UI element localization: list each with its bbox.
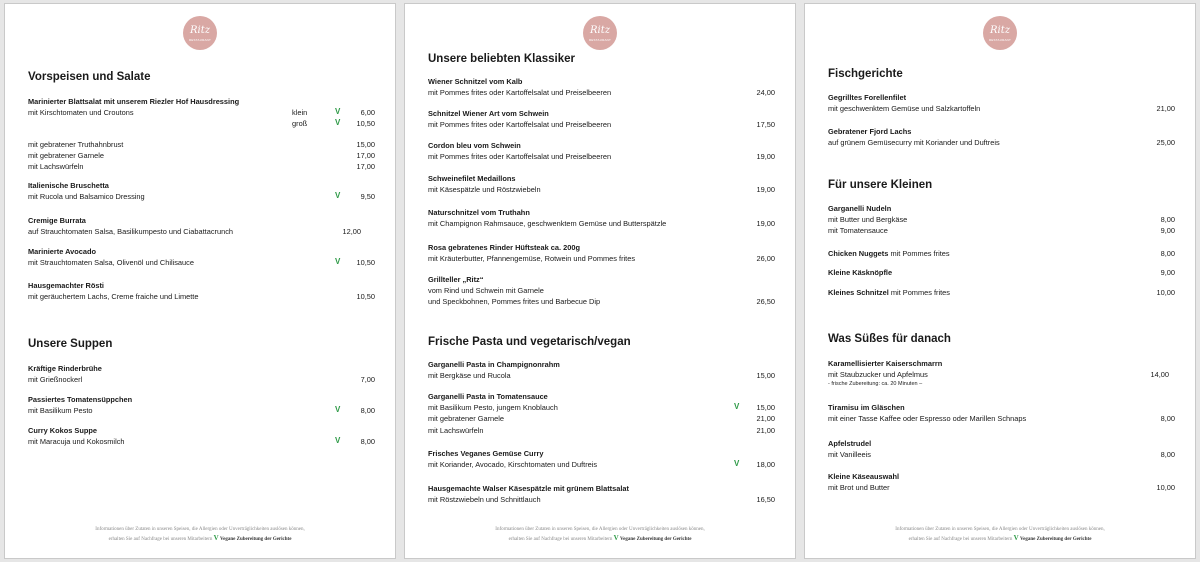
item-name: Cordon bleu vom Schwein <box>428 141 521 150</box>
vegan-icon: V <box>335 436 341 446</box>
item-price: 26,50 <box>756 297 775 307</box>
menu-item-blattsalat-extras <box>28 139 375 173</box>
item-description: mit Vanilleeis <box>828 450 871 460</box>
item-price: 17,50 <box>756 120 775 130</box>
item-price: 10,50 <box>356 258 375 268</box>
item-price: 8,00 <box>1160 414 1175 424</box>
section-title-pasta: Frische Pasta und vegetarisch/vegan <box>428 336 631 348</box>
menu-item-chicken-nuggets <box>828 248 1175 259</box>
item-name: Kleine Käsknöpfle <box>828 268 893 277</box>
section-title-fisch: Fischgerichte <box>828 68 903 80</box>
menu-item-gemuese-curry <box>428 448 775 470</box>
item-price: 7,00 <box>360 375 375 385</box>
vegan-icon: V <box>335 118 341 128</box>
item-price: 19,00 <box>756 152 775 162</box>
item-name: Passiertes Tomatensüppchen <box>28 395 133 404</box>
item-description: mit Staubzucker und Apfelmus <box>828 370 928 380</box>
menu-item-schnitzel-schwein <box>428 108 775 130</box>
item-description: mit Tomatensauce <box>828 226 888 236</box>
item-price: 21,00 <box>756 425 775 435</box>
footer-line: erhalten Sie auf Nachfrage bei unseren Mitarbeitern <box>508 537 613 542</box>
logo-subtitle: RESTAURANT <box>588 38 612 42</box>
item-name: Kräftige Rinderbrühe <box>28 364 102 373</box>
vegan-icon: V <box>335 405 341 415</box>
item-name: Gebratener Fjord Lachs <box>828 127 912 136</box>
menu-item-rinderbruehe <box>28 363 375 385</box>
menu-page-1 <box>4 3 396 559</box>
item-price: 6,00 <box>360 108 375 118</box>
item-name: Curry Kokos Suppe <box>28 426 97 435</box>
menu-item-truthahn <box>428 207 775 229</box>
menu-page-2 <box>404 3 796 559</box>
item-extra: mit gebratener Garnele <box>428 414 504 424</box>
item-name: Chicken Nuggets <box>828 249 889 258</box>
menu-item-blattsalat <box>28 96 375 130</box>
allergen-footer <box>805 526 1195 544</box>
item-description: mit Röstzwiebeln und Schnittlauch <box>428 495 541 505</box>
item-price: 8,00 <box>1160 450 1175 460</box>
item-description: mit Kräuterbutter, Pfannengemüse, Rotwein und Pommes frites <box>428 254 636 264</box>
section-title-suesses: Was Süßes für danach <box>828 333 951 345</box>
vegan-icon: V <box>335 107 341 117</box>
item-price: 10,50 <box>356 119 375 129</box>
item-description: mit geräuchertem Lachs, Creme fraiche und Limette <box>28 292 199 302</box>
item-description: mit Butter und Bergkäse <box>828 215 908 225</box>
menu-item-roesti <box>28 280 375 302</box>
menu-item-kaeseauswahl <box>828 471 1175 493</box>
item-description: mit Pommes frites oder Kartoffelsalat und Preiselbeeren <box>428 152 612 162</box>
menu-item-pasta-tomatensauce <box>428 391 775 436</box>
item-description: und Speckbohnen, Pommes frites und Barbecue Dip <box>428 297 601 307</box>
item-price: 16,50 <box>756 495 775 505</box>
menu-item-avocado <box>28 246 375 268</box>
size-label-large: groß <box>292 119 308 129</box>
vegan-icon: V <box>335 191 341 201</box>
item-price: 25,00 <box>1156 138 1175 148</box>
item-name: Rosa gebratenes Rinder Hüftsteak ca. 200g <box>428 243 580 252</box>
item-name: Garganelli Nudeln <box>828 204 892 213</box>
item-price: 10,50 <box>356 292 375 302</box>
item-price: 15,00 <box>756 371 775 381</box>
menu-item-forellenfilet <box>828 92 1175 114</box>
menu-item-fjord-lachs <box>828 126 1175 148</box>
item-name: Naturschnitzel vom Truthahn <box>428 208 530 217</box>
item-description: mit Koriander, Avocado, Kirschtomaten und Duftreis <box>428 460 598 470</box>
item-name: Schnitzel Wiener Art vom Schwein <box>428 109 549 118</box>
item-price: 24,00 <box>756 88 775 98</box>
item-description: mit Bergkäse und Rucola <box>428 371 511 381</box>
item-description: mit Pommes frites oder Kartoffelsalat und Preiselbeeren <box>428 88 612 98</box>
menu-item-pasta-champignon <box>428 359 775 381</box>
item-name: Garganelli Pasta in Tomatensauce <box>428 392 548 401</box>
item-price: 21,00 <box>756 414 775 424</box>
item-description: mit Käsespätzle und Röstzwiebeln <box>428 185 541 195</box>
menu-item-apfelstrudel <box>828 438 1175 460</box>
menu-item-kaesespaetzle <box>428 483 775 505</box>
vegan-icon: V <box>613 534 619 542</box>
item-name: Kleine Käseauswahl <box>828 472 900 481</box>
item-extra: mit gebratener Garnele <box>28 151 104 161</box>
menu-item-kaesknoepfle <box>828 267 1175 278</box>
ritz-logo <box>983 16 1017 50</box>
item-description: mit Pommes frites <box>890 249 950 258</box>
item-description: vom Rind und Schwein mit Garnele <box>428 286 544 296</box>
menu-item-cordon-bleu <box>428 140 775 162</box>
section-title-klassiker: Unsere beliebten Klassiker <box>428 53 576 65</box>
item-description: mit Champignon Rahmsauce, geschwenktem Gemüse und Butterspätzle <box>428 219 667 229</box>
item-name: Karamellisierter Kaiserschmarrn <box>828 359 943 368</box>
item-price: 8,00 <box>1160 215 1175 225</box>
item-name: Schweinefilet Medaillons <box>428 174 516 183</box>
vegan-icon: V <box>213 534 219 542</box>
item-description: mit einer Tasse Kaffee oder Espresso oder Marillen Schnaps <box>828 414 1027 424</box>
menu-item-curry-suppe <box>28 425 375 447</box>
allergen-footer <box>405 526 795 544</box>
vegan-icon: V <box>335 257 341 267</box>
menu-item-garganelli-nudeln <box>828 203 1175 237</box>
item-name: Kleines Schnitzel <box>828 288 889 297</box>
item-price: 21,00 <box>1156 104 1175 114</box>
allergen-footer <box>5 526 395 544</box>
item-description: mit Brot und Butter <box>828 483 890 493</box>
menu-item-bruschetta <box>28 180 375 202</box>
menu-item-medaillons <box>428 173 775 195</box>
footer-line: Informationen über Zutaten in unseren Speisen, die Allergien oder Unverträglichkeiten auslösen können, <box>95 527 305 532</box>
menu-item-tiramisu <box>828 402 1175 424</box>
vegan-legend: Vegane Zubereitung der Gerichte <box>1019 537 1092 542</box>
menu-page-3 <box>804 3 1196 559</box>
vegan-legend: Vegane Zubereitung der Gerichte <box>219 537 292 542</box>
section-title-kleine: Für unsere Kleinen <box>828 179 933 191</box>
vegan-legend: Vegane Zubereitung der Gerichte <box>619 537 692 542</box>
item-name: Apfelstrudel <box>828 439 872 448</box>
section-title-suppen: Unsere Suppen <box>28 338 113 350</box>
item-description: mit Basilikum Pesto, jungem Knoblauch <box>428 403 558 413</box>
item-price: 9,00 <box>1160 226 1175 236</box>
item-price: 17,00 <box>356 151 375 161</box>
item-description: auf Strauchtomaten Salsa, Basilikumpesto und Ciabattacrunch <box>28 227 233 237</box>
item-price: 9,50 <box>360 192 375 202</box>
logo-subtitle: RESTAURANT <box>988 38 1012 42</box>
item-name: Marinierter Blattsalat mit unserem Riezler Hof Hausdressing <box>28 97 240 106</box>
footer-line: Informationen über Zutaten in unseren Speisen, die Allergien oder Unverträglichkeiten auslösen können, <box>895 527 1105 532</box>
menu-item-wiener-schnitzel <box>428 76 775 98</box>
item-price: 14,00 <box>1150 370 1169 380</box>
item-price: 26,00 <box>756 254 775 264</box>
item-price: 15,00 <box>356 140 375 149</box>
item-extra: mit gebratener Truthahnbrust <box>28 140 124 149</box>
item-name: Italienische Bruschetta <box>28 181 109 190</box>
vegan-icon: V <box>734 402 740 412</box>
section-title-vorspeisen: Vorspeisen und Salate <box>28 71 151 83</box>
item-description: mit Kirschtomaten und Croutons <box>28 108 134 118</box>
vegan-icon: V <box>734 459 740 469</box>
item-name: Gegrilltes Forellenfilet <box>828 93 907 102</box>
item-price: 19,00 <box>756 219 775 229</box>
logo-subtitle: RESTAURANT <box>188 38 212 42</box>
item-name: Grillteller „Ritz“ <box>428 275 484 284</box>
item-name: Cremige Burrata <box>28 216 86 225</box>
item-description: mit Strauchtomaten Salsa, Olivenöl und Chilisauce <box>28 258 194 268</box>
item-price: 15,00 <box>756 403 775 413</box>
item-name: Hausgemachte Walser Käsespätzle mit grünem Blattsalat <box>428 484 629 493</box>
item-name: Tiramisu im Gläschen <box>828 403 905 412</box>
item-name: Garganelli Pasta in Champignonrahm <box>428 360 560 369</box>
item-price: 17,00 <box>356 162 375 172</box>
item-description: mit Basilikum Pesto <box>28 406 93 416</box>
item-note: - frische Zubereitung: ca. 20 Minuten – <box>828 381 923 388</box>
item-name: Hausgemachter Rösti <box>28 281 104 290</box>
item-price: 10,00 <box>1156 483 1175 493</box>
item-description: mit Maracuja und Kokosmilch <box>28 437 125 447</box>
logo-text: Ritz <box>189 25 210 36</box>
item-price: 19,00 <box>756 185 775 195</box>
item-description: mit geschwenktem Gemüse und Salzkartoffeln <box>828 104 981 114</box>
item-price: 8,00 <box>1160 249 1175 258</box>
item-price: 8,00 <box>360 437 375 447</box>
item-description: mit Grießnockerl <box>28 375 83 385</box>
menu-item-burrata <box>28 215 375 237</box>
item-price: 10,00 <box>1156 288 1175 297</box>
item-description: mit Pommes frites oder Kartoffelsalat und Preiselbeeren <box>428 120 612 130</box>
item-name: Wiener Schnitzel vom Kalb <box>428 77 523 86</box>
item-price: 18,00 <box>756 460 775 470</box>
size-label-small: klein <box>292 108 308 118</box>
item-extra: mit Lachswürfeln <box>28 162 84 172</box>
item-price: 12,00 <box>342 227 361 237</box>
footer-line: erhalten Sie auf Nachfrage bei unseren Mitarbeitern <box>108 537 213 542</box>
menu-item-kaiserschmarrn <box>828 358 1175 388</box>
item-description: auf grünem Gemüsecurry mit Koriander und Duftreis <box>828 138 1000 148</box>
menu-item-grillteller <box>428 274 775 308</box>
item-extra: mit Lachswürfeln <box>428 425 484 435</box>
vegan-icon: V <box>1013 534 1019 542</box>
footer-line: Informationen über Zutaten in unseren Speisen, die Allergien oder Unverträglichkeiten auslösen können, <box>495 527 705 532</box>
item-description: mit Rucola und Balsamico Dressing <box>28 192 145 202</box>
logo-text: Ritz <box>989 25 1010 36</box>
logo-text: Ritz <box>589 25 610 36</box>
ritz-logo <box>583 16 617 50</box>
menu-item-hueftsteak <box>428 242 775 264</box>
item-name: Marinierte Avocado <box>28 247 97 256</box>
footer-line: erhalten Sie auf Nachfrage bei unseren Mitarbeitern <box>908 537 1013 542</box>
ritz-logo <box>183 16 217 50</box>
menu-item-kleines-schnitzel <box>828 287 1175 298</box>
item-name: Frisches Veganes Gemüse Curry <box>428 449 544 458</box>
item-price: 9,00 <box>1160 268 1175 277</box>
menu-item-tomatensueppchen <box>28 394 375 416</box>
item-description: mit Pommes frites <box>890 288 950 297</box>
item-price: 8,00 <box>360 406 375 416</box>
